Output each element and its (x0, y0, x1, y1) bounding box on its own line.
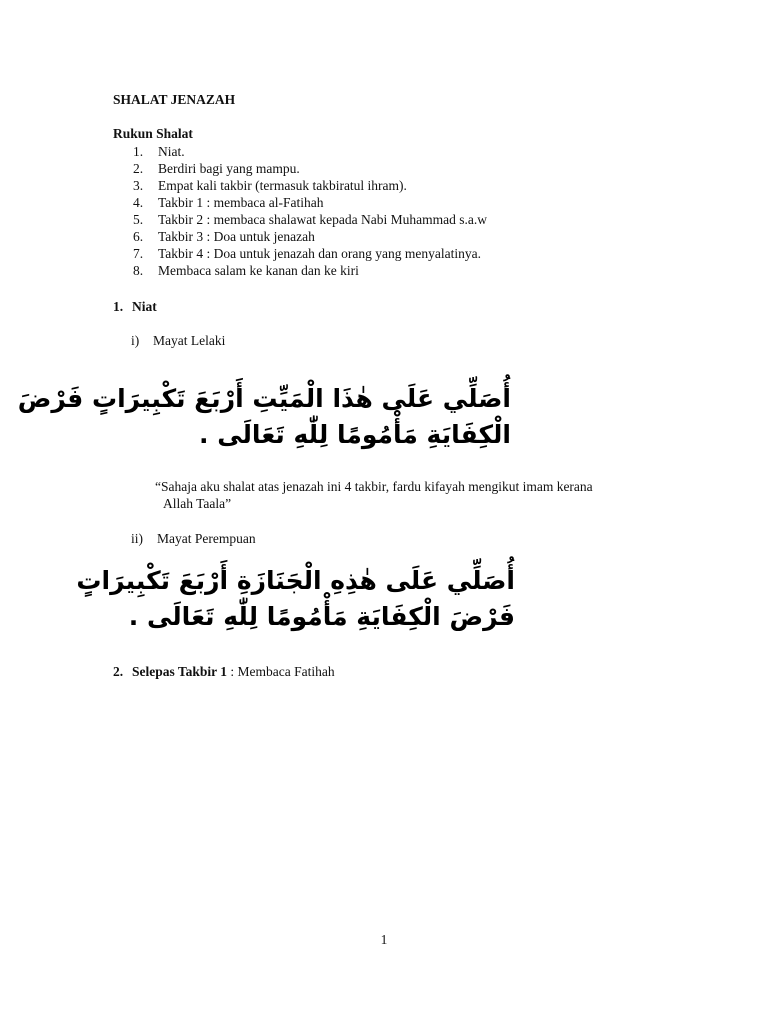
section-selepas-takbir-1 (113, 664, 335, 680)
arabic-niat-perempuan (76, 563, 515, 643)
arabic-line: الْكِفَايَةِ مَأْمُومًا لِلّٰهِ تَعَالَى . (199, 420, 511, 449)
list-item-number: 7. (133, 246, 144, 261)
arabic-line: أُصَلِّي عَلَى هٰذِهِ الْجَنَازَةِ أَرْبَعَ تَكْبِيرَاتٍ (76, 566, 515, 595)
section-niat-heading (113, 299, 157, 315)
niat-translation (155, 478, 593, 512)
list-item-text: Takbir 3 : Doa untuk jenazah (158, 229, 315, 244)
subsection-label: Mayat Lelaki (153, 333, 226, 348)
subsection-number: ii) (131, 531, 143, 546)
list-item-text: Takbir 1 : membaca al-Fatihah (158, 195, 324, 210)
list-item-number: 4. (133, 195, 144, 210)
list-item (133, 160, 487, 177)
list-item-text: Niat. (158, 144, 185, 159)
list-item-text: Berdiri bagi yang mampu. (158, 161, 300, 176)
subsection-mayat-perempuan (131, 531, 256, 547)
arabic-niat-lelaki (17, 381, 511, 461)
list-item-number: 6. (133, 229, 144, 244)
translation-line: Allah Taala” (163, 496, 232, 511)
list-item (133, 245, 487, 262)
list-item-text: Takbir 2 : membaca shalawat kepada Nabi Muhammad s.a.w (158, 212, 487, 227)
list-item-text: Membaca salam ke kanan dan ke kiri (158, 263, 359, 278)
list-item (133, 177, 487, 194)
list-item-number: 3. (133, 178, 144, 193)
page-title: SHALAT JENAZAH (113, 92, 236, 107)
section-title: Selepas Takbir 1 (132, 664, 228, 679)
list-item (133, 262, 487, 279)
page-number: 1 (380, 932, 388, 947)
section-description: : Membaca Fatihah (227, 664, 335, 679)
section-title: Niat (132, 299, 157, 314)
arabic-line: أُصَلِّي عَلَى هٰذَا الْمَيِّتِ أَرْبَعَ تَكْبِيرَاتٍ فَرْضَ (17, 384, 511, 413)
list-item (133, 211, 487, 228)
list-item-number: 1. (133, 144, 144, 159)
list-item-number: 5. (133, 212, 144, 227)
list-item (133, 194, 487, 211)
list-item-text: Empat kali takbir (termasuk takbiratul ihram). (158, 178, 407, 193)
rukun-heading: Rukun Shalat (113, 126, 193, 141)
list-item (133, 228, 487, 245)
list-item-number: 2. (133, 161, 144, 176)
subsection-label: Mayat Perempuan (157, 531, 256, 546)
rukun-list (133, 143, 487, 279)
section-number: 1. (113, 299, 124, 314)
section-number: 2. (113, 664, 124, 679)
subsection-mayat-lelaki (131, 333, 225, 349)
list-item-text: Takbir 4 : Doa untuk jenazah dan orang yang menyalatinya. (158, 246, 481, 261)
list-item-number: 8. (133, 263, 144, 278)
arabic-line: فَرْضَ الْكِفَايَةِ مَأْمُومًا لِلّٰهِ تَعَالَى . (128, 602, 515, 631)
subsection-number: i) (131, 333, 140, 348)
list-item (133, 143, 487, 160)
translation-line: “Sahaja aku shalat atas jenazah ini 4 takbir, fardu kifayah mengikut imam kerana (155, 479, 593, 494)
